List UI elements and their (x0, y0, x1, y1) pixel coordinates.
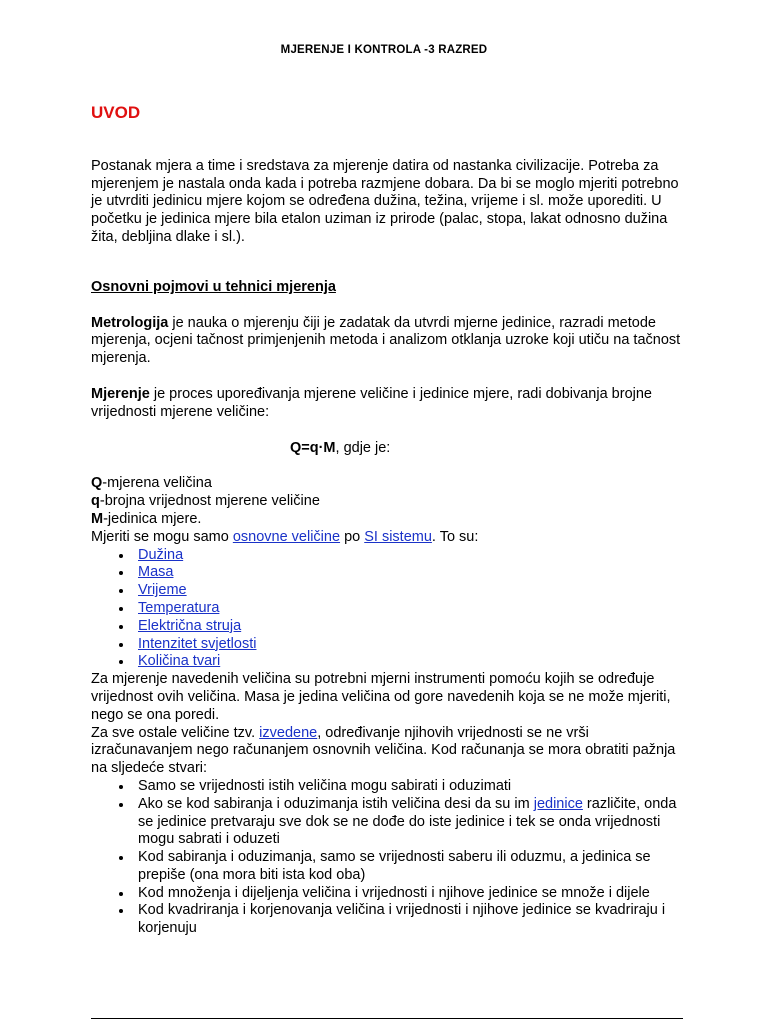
metrologija-paragraph (91, 315, 681, 368)
definition-q (91, 493, 681, 511)
definition-Q (91, 475, 681, 493)
link-intenzitet-svjetlosti[interactable]: Intenzitet svjetlosti (138, 635, 257, 652)
link-kolicina-tvari[interactable]: Količina tvari (138, 653, 221, 670)
list-item: Samo se vrijednosti istih veličina mogu sabirati i oduzimati (138, 778, 681, 796)
link-temperatura[interactable]: Temperatura (138, 599, 220, 616)
instruments-paragraph: Za mjerenje navedenih veličina su potrebni mjerni instrumenti pomoću kojih se određuje vrijednost ovih veličina. Masa je jedina veličina od gore navedenih koja se ne može mjeriti, nego se ona poredi. (91, 671, 671, 723)
quantities-list (91, 547, 681, 672)
definition-symbol: q (91, 493, 100, 510)
list-item (138, 600, 681, 618)
rules-list (91, 778, 681, 938)
derived-paragraph (91, 725, 681, 778)
basic-quantities-line (91, 529, 681, 547)
definition-text: -brojna vrijednost mjerene veličine (99, 493, 320, 510)
document-body (91, 104, 681, 938)
link-masa[interactable]: Masa (138, 564, 174, 581)
list-item: Kod množenja i dijeljenja veličina i vrijednosti i njihove jedinice se množe i dijele (138, 885, 681, 903)
definition-text: -jedinica mjere. (103, 510, 202, 527)
basic-line-text: . To su: (431, 528, 479, 545)
basic-line-text: Mjeriti se mogu samo (91, 528, 233, 545)
list-item (138, 564, 681, 582)
derived-text: , određivanje njihovih vrijednosti se ne vrši izračunavanjem nego računanjem osnovnih veličina. Kod računanja se mora obratiti pažnja na sljedeće stvari: (91, 724, 676, 777)
link-duzina[interactable]: Dužina (138, 546, 184, 563)
formula-expression: Q=q·M (290, 439, 336, 456)
mjerenje-text: je proces upoređivanja mjerene veličine i jedinice mjere, radi dobivanja brojne vrijednosti mjerene veličine: (91, 385, 652, 420)
metrologija-text: je nauka o mjerenju čiji je zadatak da utvrdi mjerne jedinice, razradi metode mjerenja, ocjeni tačnost primjenjenih metoda i analizom otklanja uzroke koji utiču na tačnost mjerenja. (91, 314, 681, 367)
mjerenje-term: Mjerenje (91, 385, 150, 402)
link-izvedene[interactable]: izvedene (259, 724, 318, 741)
link-osnovne-velicine[interactable]: osnovne veličine (232, 528, 341, 545)
link-si-sistem[interactable]: SI sistemu (364, 528, 432, 545)
list-item (138, 582, 681, 600)
link-elektricna-struja[interactable]: Električna struja (138, 617, 242, 634)
formula-suffix: , gdje je: (335, 439, 391, 456)
definition-M (91, 511, 681, 529)
metrologija-term: Metrologija (91, 314, 169, 331)
list-item: Kod kvadriranja i korjenovanja veličina i vrijednosti i njihove jedinice se kvadriraju i korjenuju (138, 902, 681, 938)
definition-symbol: Q (91, 475, 103, 492)
definition-text: -mjerena veličina (102, 475, 212, 492)
list-item: Kod sabiranja i oduzimanja, samo se vrijednosti saberu ili oduzmu, a jedinica se prepiše (ona mora biti ista kod oba) (138, 849, 681, 885)
basic-line-text: po (340, 528, 365, 545)
list-item (138, 636, 681, 654)
definition-symbol: M (91, 510, 104, 527)
list-item (138, 618, 681, 636)
list-item (138, 653, 681, 671)
section-title-uvod: UVOD (91, 103, 141, 122)
mjerenje-paragraph (91, 386, 681, 422)
list-item (138, 547, 681, 565)
intro-paragraph: Postanak mjera a time i sredstava za mjerenje datira od nastanka civilizacije. Potreba za mjerenjem je nastala onda kada i potreba razmjene dobara. Da bi se moglo mjeriti potrebno je utvrditi jedinicu mjere kojom se određena dužina, težina, vrijeme i sl. može uporediti. U početku je jedinica mjere bila etalon uziman iz prirode (palac, stopa, lakat odnosno dužina žita, debljina dlake i sl.). (91, 157, 679, 245)
rule-text: Ako se kod sabiranja i oduzimanja istih veličina desi da su im (138, 795, 534, 812)
derived-text: Za sve ostale veličine tzv. (91, 724, 260, 741)
footer-divider (91, 1018, 683, 1019)
page-header: MJERENJE I KONTROLA -3 RAZRED (280, 44, 488, 56)
subheading-basic-concepts: Osnovni pojmovi u tehnici mjerenja (91, 278, 336, 295)
formula (91, 440, 681, 458)
link-vrijeme[interactable]: Vrijeme (138, 582, 187, 599)
link-jedinice[interactable]: jedinice (533, 795, 583, 812)
rule-text: različite, onda se jedinice pretvaraju sve dok se ne dođe do iste jedinice i tek se onda vrijednosti mogu sabrati i oduzeti (138, 795, 677, 848)
list-item (138, 796, 681, 849)
